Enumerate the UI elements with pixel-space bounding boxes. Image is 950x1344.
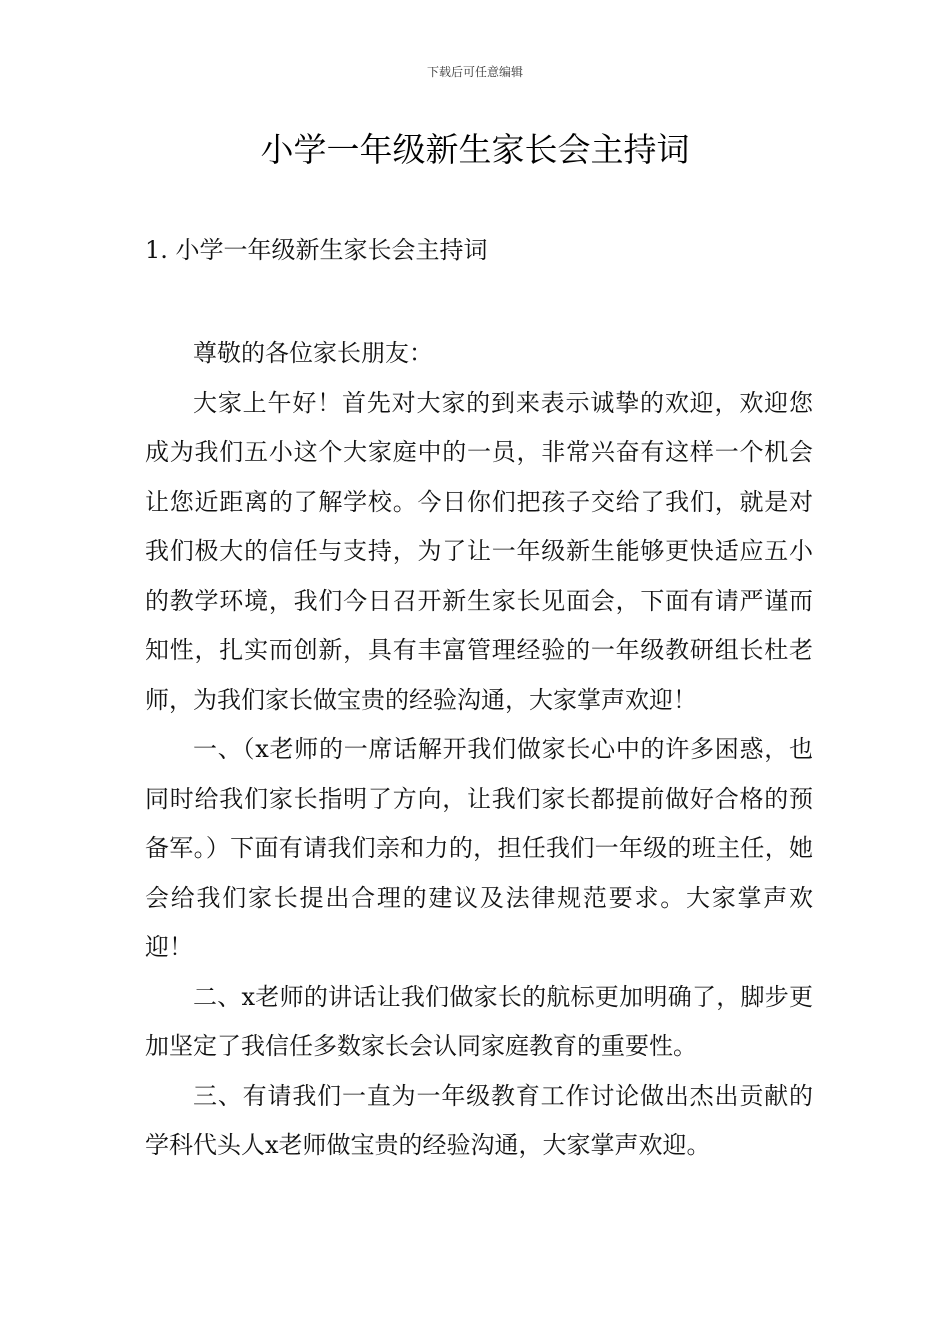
paragraph-three: 三、有请我们一直为一年级教育工作讨论做出杰出贡献的学科代头人x老师做宝贵的经验沟通，大家掌声欢迎。 [145, 1081, 813, 1159]
header-note: 下载后可任意编辑 [426, 65, 523, 79]
opening-paragraph: 大家上午好！首先对大家的到来表示诚挚的欢迎，欢迎您成为我们五小这个大家庭中的一员，非常兴奋有这样一个机会让您近距离的了解学校。今日你们把孩子交给了我们，就是对我们极大的信任与支持，为了让一年级新生能够更快适应五小的教学环境，我们今日召开新生家长见面会，下面有请严谨而知性，扎实而创新，具有丰富管理经验的一年级教研组长杜老师，为我们家长做宝贵的经验沟通，大家掌声欢迎！ [145, 388, 813, 714]
paragraph-one: 一、（x老师的一席话解开我们做家长心中的许多困惑，也同时给我们家长指明了方向，让我们家长都提前做好合格的预备军。）下面有请我们亲和力的，担任我们一年级的班主任，她会给我们家长提出合理的建议及法律规范要求。大家掌声欢迎！ [145, 735, 813, 961]
salutation-paragraph: 尊敬的各位家长朋友： [193, 339, 433, 367]
body-text [145, 329, 813, 1171]
paragraph-two: 二、x老师的讲话让我们做家长的航标更加明确了，脚步更加坚定了我信任多数家长会认同家庭教育的重要性。 [145, 982, 813, 1060]
document-title: 小学一年级新生家长会主持词 [260, 130, 690, 169]
section-heading: 1. 小学一年级新生家长会主持词 [145, 236, 488, 264]
